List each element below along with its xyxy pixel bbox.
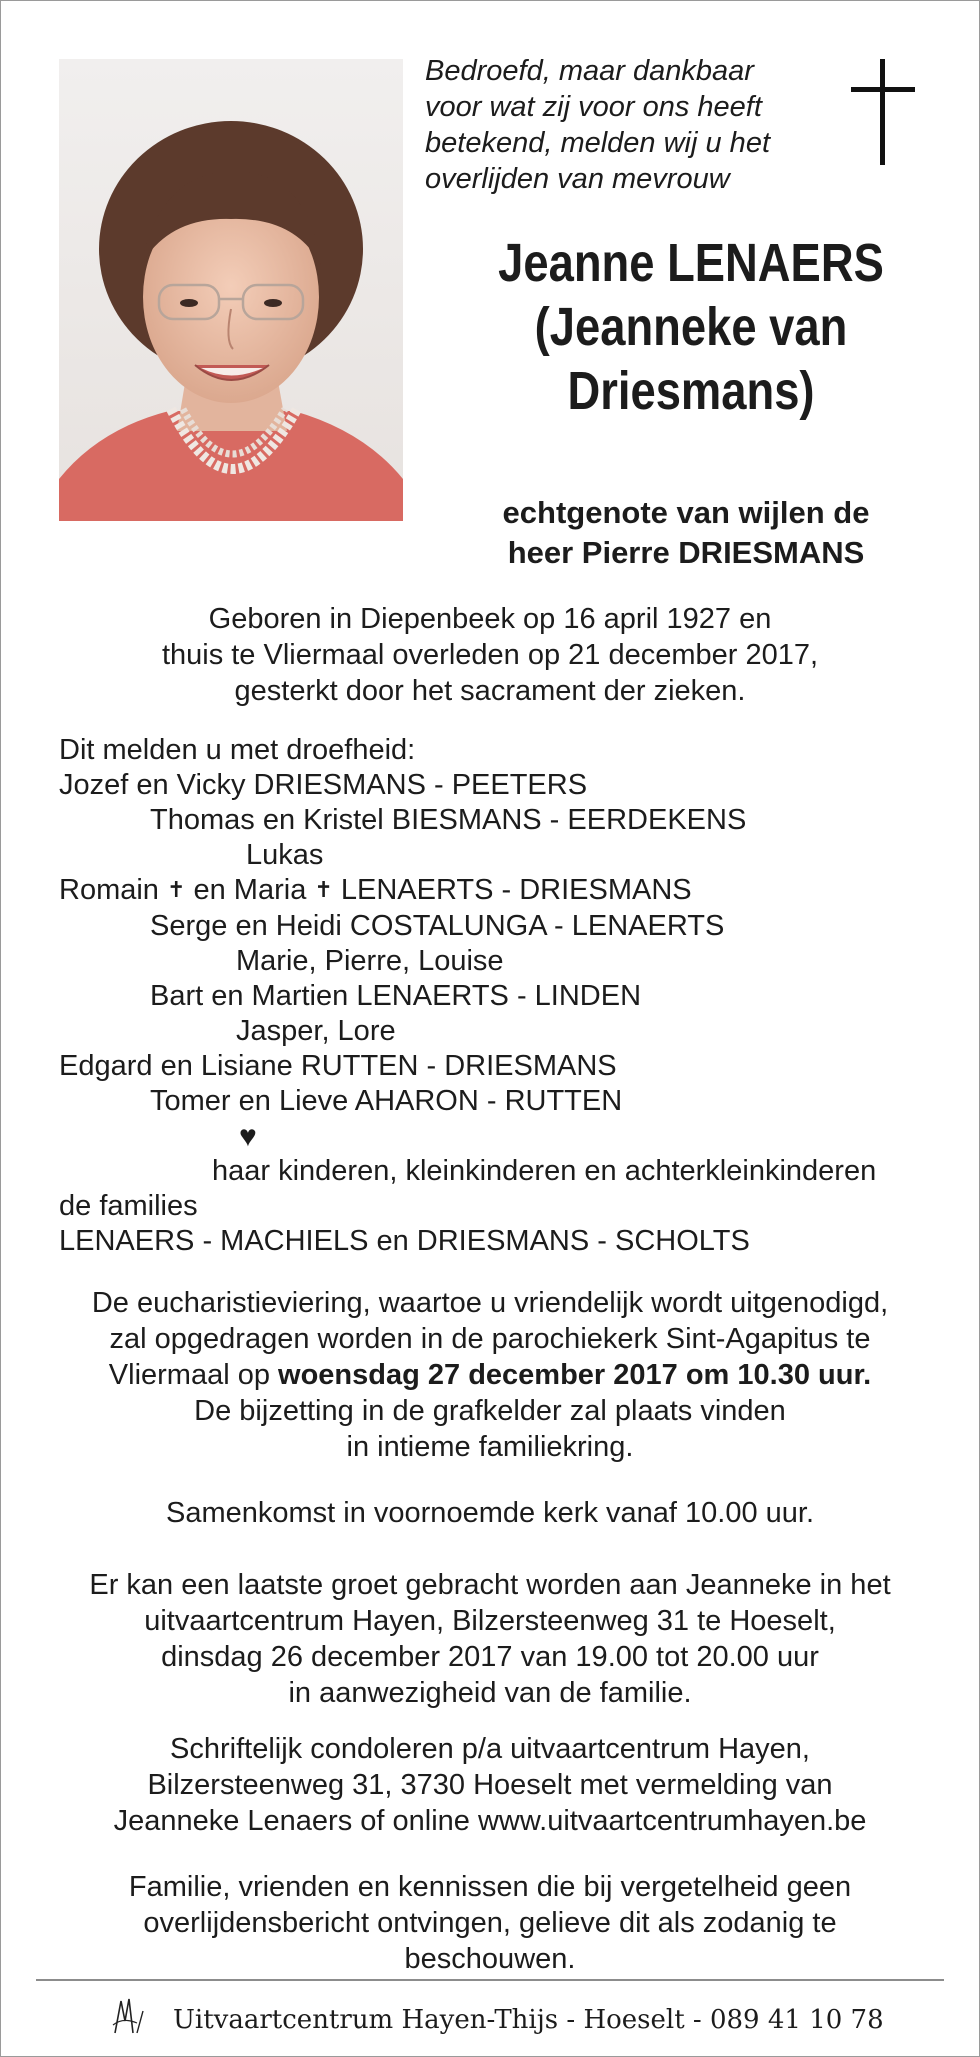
mass-text: Vliermaal op [108, 1359, 279, 1391]
mass-line [1, 1357, 979, 1393]
intro-line: betekend, melden wij u het [425, 127, 770, 159]
footer [111, 1995, 891, 2044]
spouse-text [441, 493, 931, 573]
heart-icon: ♥ [239, 1120, 257, 1153]
family-line: Tomer en Lieve AHARON - RUTTEN [150, 1085, 623, 1117]
footer-divider [36, 1979, 944, 1981]
mass-line: De eucharistieviering, waartoe u vriendelijk wordt uitgenodigd, [91, 1287, 889, 1319]
condolence-line: Jeanneke Lenaers of online www.uitvaartcentrumhayen.be [113, 1805, 867, 1837]
portrait-photo [59, 59, 403, 521]
gathering-info [1, 1495, 979, 1531]
family-line: Thomas en Kristel BIESMANS - EERDEKENS [150, 804, 747, 836]
notice-line: Familie, vrienden en kennissen die bij vergetelheid geen [128, 1871, 852, 1903]
intro-line: overlijden van mevrouw [425, 163, 730, 195]
intro-line: Bedroefd, maar dankbaar [425, 55, 754, 87]
family-line: Jozef en Vicky DRIESMANS - PEETERS [59, 769, 588, 801]
family-line: Jasper, Lore [236, 1015, 396, 1047]
name-line: Jeanne LENAERS [498, 233, 884, 293]
notice-info [1, 1869, 979, 1977]
deceased-name [473, 231, 910, 423]
mass-line: in intieme familiekring. [346, 1431, 634, 1463]
born-line: thuis te Vliermaal overleden op 21 december 2017, [161, 639, 819, 671]
family-line: Serge en Heidi COSTALUNGA - LENAERTS [150, 910, 725, 942]
small-cross-icon: ✝ [314, 877, 333, 902]
cross-icon [851, 59, 915, 170]
family-list [59, 733, 959, 1259]
mass-info [1, 1285, 979, 1465]
mass-line: De bijzetting in de grafkelder zal plaats vinden [194, 1395, 786, 1427]
family-line: Edgard en Lisiane RUTTEN - DRIESMANS [59, 1050, 617, 1082]
family-line: LENAERS - MACHIELS en DRIESMANS - SCHOLTS [59, 1225, 750, 1257]
mass-line: zal opgedragen worden in de parochiekerk Sint-Agapitus te [109, 1323, 871, 1355]
funeral-home-logo-icon [111, 1995, 151, 2044]
family-text: en Maria [185, 874, 315, 906]
family-text: Romain [59, 874, 167, 906]
spouse-line: heer Pierre DRIESMANS [507, 535, 865, 570]
condolence-line: Schriftelijk condoleren p/a uitvaartcentrum Hayen, [170, 1733, 810, 1765]
family-line: Lukas [246, 839, 324, 871]
small-cross-icon: ✝ [167, 877, 186, 902]
birth-death-info [1, 601, 979, 709]
intro-text [425, 53, 845, 197]
mass-date: woensdag 27 december 2017 om 10.30 uur. [278, 1359, 872, 1391]
footer-text: Uitvaartcentrum Hayen-Thijs - Hoeselt - 089 41 10 78 [173, 2004, 884, 2035]
family-line: de families [59, 1190, 198, 1222]
family-line [59, 873, 959, 909]
farewell-line: in aanwezigheid van de familie. [288, 1677, 692, 1709]
family-text: LENAERTS - DRIESMANS [332, 874, 692, 906]
farewell-line: Er kan een laatste groet gebracht worden aan Jeanneke in het [89, 1569, 891, 1601]
spouse-line: echtgenote van wijlen de [502, 495, 870, 530]
family-line: Bart en Martien LENAERTS - LINDEN [150, 980, 642, 1012]
farewell-line: dinsdag 26 december 2017 van 19.00 tot 20.00 uur [161, 1641, 819, 1673]
notice-line: overlijdensbericht ontvingen, gelieve dit als zodanig te [143, 1907, 837, 1939]
family-line: haar kinderen, kleinkinderen en achterkleinkinderen [212, 1155, 877, 1187]
family-line: Marie, Pierre, Louise [236, 945, 504, 977]
intro-line: voor wat zij voor ons heeft [425, 91, 762, 123]
condolence-info [1, 1731, 979, 1839]
condolence-line: Bilzersteenweg 31, 3730 Hoeselt met vermelding van [147, 1769, 833, 1801]
born-line: Geboren in Diepenbeek op 16 april 1927 en [208, 603, 772, 635]
name-line: (Jeanneke van [534, 297, 848, 357]
farewell-info [1, 1567, 979, 1711]
gathering-line: Samenkomst in voornoemde kerk vanaf 10.00 uur. [165, 1497, 815, 1529]
name-line: Driesmans) [567, 361, 815, 421]
born-line: gesterkt door het sacrament der zieken. [234, 675, 746, 707]
notice-line: beschouwen. [404, 1943, 576, 1975]
farewell-line: uitvaartcentrum Hayen, Bilzersteenweg 31 te Hoeselt, [144, 1605, 836, 1637]
family-heading: Dit melden u met droefheid: [59, 734, 416, 766]
